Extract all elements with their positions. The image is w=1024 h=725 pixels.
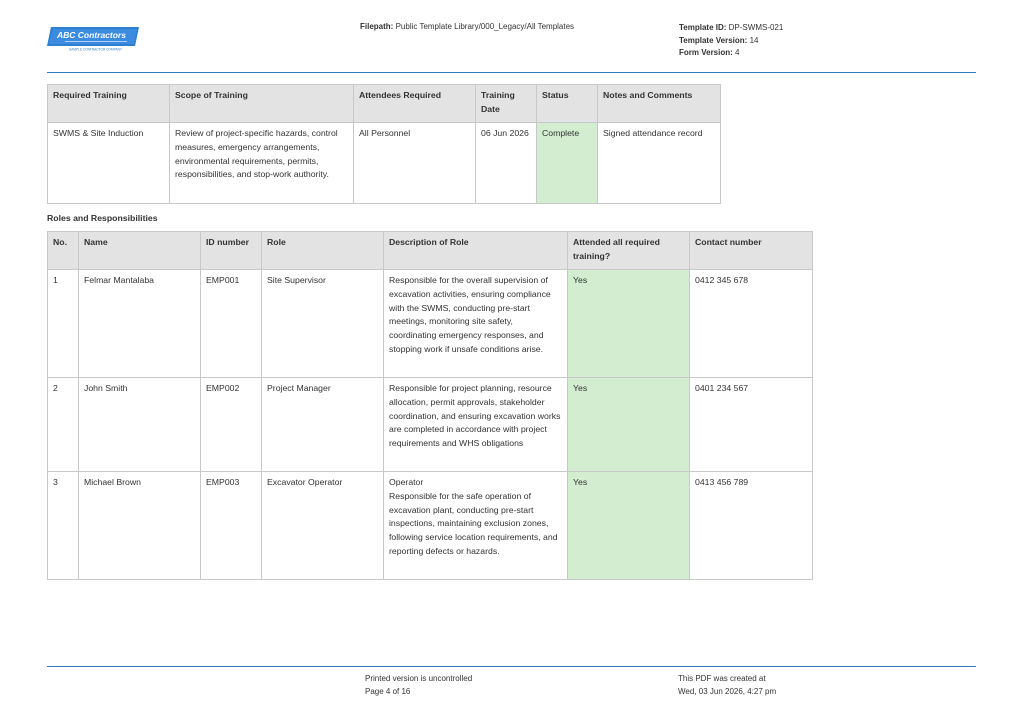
column-header: Attended all required training? [568, 232, 690, 270]
created-label: This PDF was created at [678, 674, 766, 683]
column-header: ID number [201, 232, 262, 270]
name-cell: Michael Brown [79, 472, 201, 580]
column-header: Contact number [690, 232, 813, 270]
name-cell: John Smith [79, 378, 201, 472]
training-date-cell: 06 Jun 2026 [476, 123, 537, 204]
attended-cell: Yes [568, 378, 690, 472]
section-title: Roles and Responsibilities [47, 213, 158, 223]
column-header: Required Training [48, 85, 170, 123]
svg-text:ABC Contractors: ABC Contractors [57, 30, 126, 40]
footer-divider [47, 666, 976, 667]
company-logo [47, 26, 139, 52]
attended-cell: Yes [568, 472, 690, 580]
row-number: 3 [48, 472, 79, 580]
filepath-value: Public Template Library/000_Legacy/All Templates [395, 22, 575, 31]
footer-left [365, 673, 472, 698]
scope-cell: Review of project-specific hazards, control measures, emergency arrangements, environmental requirements, permits, responsibilities, and stop-work authority. [170, 123, 354, 204]
header-divider [47, 72, 976, 73]
attendees-cell: All Personnel [354, 123, 476, 204]
notes-cell: Signed attendance record [598, 123, 721, 204]
uncontrolled-notice: Printed version is uncontrolled [365, 674, 473, 683]
created-timestamp: Wed, 03 Jun 2026, 4:27 pm [678, 686, 777, 696]
contact-cell: 0401 234 567 [690, 378, 813, 472]
filepath-label: Filepath: [360, 22, 394, 31]
template-version-label: Template Version: [679, 35, 748, 45]
description-text: Responsible for the safe operation of excavation plant, conducting pre-start inspections, maintaining exclusion zones, following service location requirements, and reporting defects or hazards. [389, 490, 558, 556]
column-header: Scope of Training [170, 85, 354, 123]
table-row [48, 378, 813, 472]
role-cell: Site Supervisor [262, 270, 384, 378]
role-cell: Project Manager [262, 378, 384, 472]
table-header-row [48, 85, 721, 123]
footer-right [678, 673, 776, 698]
description-cell: Responsible for the overall supervision of excavation activities, ensuring compliance with the SWMS, conducting pre-start meetings, monitoring site safety, coordinating emergency responses, and stopping work if unsafe conditions arise. [384, 270, 568, 378]
required-training-cell: SWMS & Site Induction [48, 123, 170, 204]
svg-text:SAMPLE CONTRACTOR COMPANY: SAMPLE CONTRACTOR COMPANY [69, 47, 123, 52]
column-header: Notes and Comments [598, 85, 721, 123]
template-meta [679, 22, 783, 60]
page-number: Page 4 of 16 [365, 686, 411, 696]
column-header: No. [48, 232, 79, 270]
description-cell: Responsible for project planning, resource allocation, permit approvals, stakeholder coordination, and ensuring excavation works are completed in accordance with project requirements and WHS obligations [384, 378, 568, 472]
template-id-value: DP-SWMS-021 [728, 23, 784, 32]
attended-cell: Yes [568, 270, 690, 378]
column-header: Attendees Required [354, 85, 476, 123]
description-cell [384, 472, 568, 580]
contact-cell: 0413 456 789 [690, 472, 813, 580]
table-row [48, 472, 813, 580]
template-version-value: 14 [749, 35, 759, 45]
roles-table [47, 231, 813, 580]
column-header: Role [262, 232, 384, 270]
id-cell: EMP003 [201, 472, 262, 580]
column-header: Status [537, 85, 598, 123]
table-row [48, 270, 813, 378]
contact-cell: 0412 345 678 [690, 270, 813, 378]
template-id-label: Template ID: [679, 23, 727, 32]
name-cell: Felmar Mantalaba [79, 270, 201, 378]
column-header: Training Date [476, 85, 537, 123]
description-title: Operator [389, 477, 424, 487]
column-header: Name [79, 232, 201, 270]
table-row [48, 123, 721, 204]
row-number: 2 [48, 378, 79, 472]
id-cell: EMP001 [201, 270, 262, 378]
table-header-row [48, 232, 813, 270]
training-table [47, 84, 721, 204]
role-cell: Excavator Operator [262, 472, 384, 580]
form-version-label: Form Version: [679, 48, 733, 57]
status-cell: Complete [537, 123, 598, 204]
id-cell: EMP002 [201, 378, 262, 472]
filepath [360, 22, 574, 31]
column-header: Description of Role [384, 232, 568, 270]
row-number: 1 [48, 270, 79, 378]
form-version-value: 4 [735, 48, 740, 57]
